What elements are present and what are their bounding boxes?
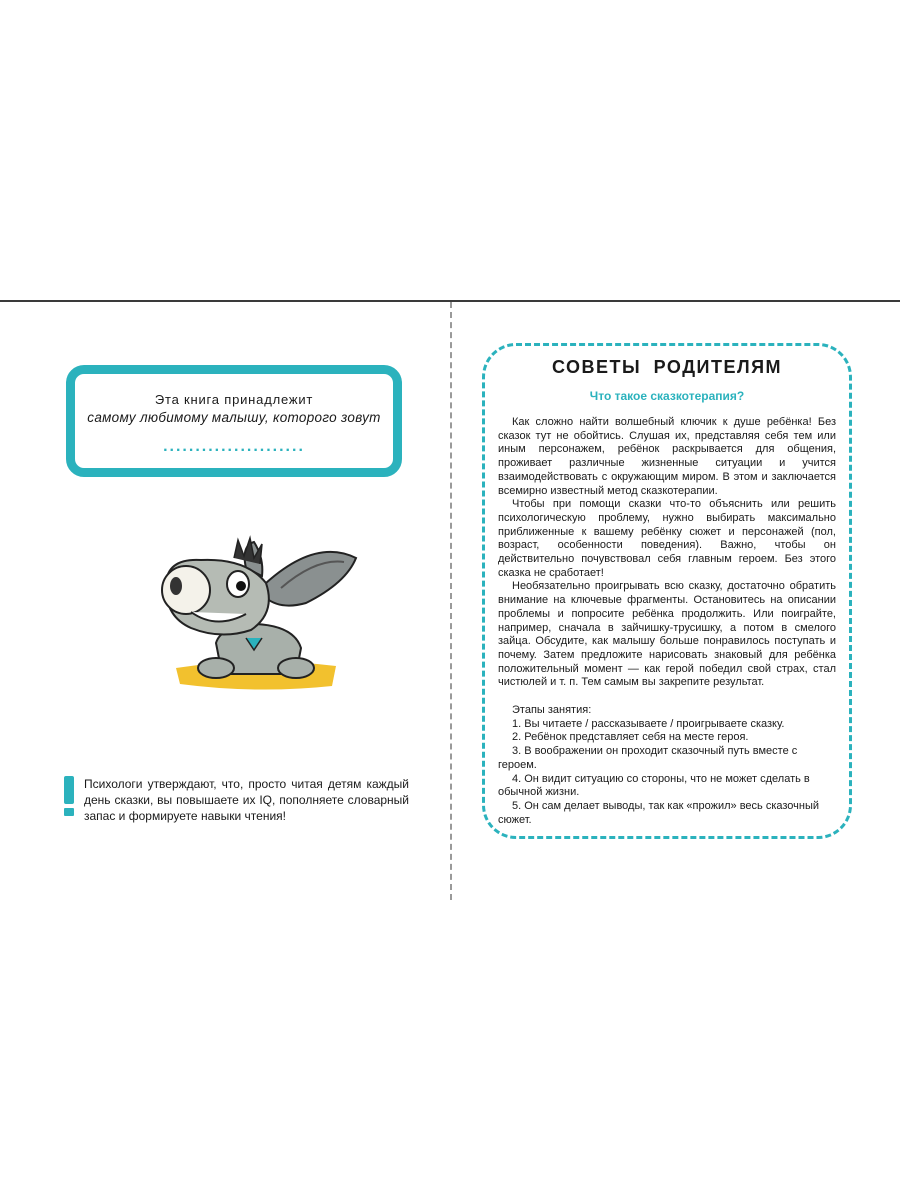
stage-item: 3. В воображении он проходит сказочный путь вместе с героем. bbox=[498, 745, 798, 771]
owner-box-line1: Эта книга принадлежит bbox=[154, 392, 314, 407]
owner-box-line2: самому любимому малышу, которого зовут bbox=[87, 410, 381, 425]
advice-body bbox=[498, 416, 836, 827]
advice-paragraph: Как сложно найти волшебный ключик к душе ребёнка! Без сказок тут не обойтись. Слушая их, представляя себя тем или иным персонажем, ребёнок раскрывается для общения, проживает различные жизненные ситуации и учится взаимодействовать с окружающим миром. В этом и заключается всемирно известный метод сказкотерапии. bbox=[498, 416, 836, 497]
advice-title: СОВЕТЫ РОДИТЕЛЯМ bbox=[551, 357, 783, 377]
advice-paragraph: Необязательно проигрывать всю сказку, достаточно обратить внимание на ключевые фрагменты. Остановитесь на описании проблемы и попросите ребёнка продолжить. Или поиграйте, например, сначала в зайчишку-трусишку, а потом в смелого зайца. Обсудите, как малышу больше понравилось поступать и почему. Затем предложите нарисовать знаковый для ребёнка положительный момент — как герой победил свой страх, стал чистюлей и т. п. Тем самым вы закрепите результат. bbox=[498, 580, 836, 689]
owner-name-dots: ...................... bbox=[163, 438, 305, 455]
page-gutter-divider bbox=[450, 302, 452, 900]
stage-item: 1. Вы читаете / рассказываете / проигрываете сказку. bbox=[512, 717, 785, 730]
stage-item: 4. Он видит ситуацию со стороны, что не может сделать в обычной жизни. bbox=[498, 772, 810, 799]
advice-subtitle: Что такое сказкотерапия? bbox=[589, 389, 745, 403]
exclamation-icon bbox=[63, 776, 75, 816]
owner-name-box bbox=[66, 365, 402, 477]
donkey-illustration bbox=[146, 528, 368, 698]
advice-paragraph: Чтобы при помощи сказки что-то объяснить или решить психологическую проблему, нужно выбирать максимально приближенные к вашему ребёнку сюжет и персонажей (пол, возраст, особенности поведения). Важно, чтобы он действительно почувствовал себя главным героем. Без этого сказка не сработает! bbox=[498, 498, 836, 579]
stage-item: 5. Он сам делает выводы, так как «прожил» весь сказочный сюжет. bbox=[498, 799, 820, 826]
reading-tip-text: Психологи утверждают, что, просто читая детям каждый день сказки, вы повышаете их IQ, пополняете словарный запас и формируете навыки чтения! bbox=[84, 777, 409, 823]
stages-heading: Этапы занятия: bbox=[512, 704, 592, 717]
stage-item: 2. Ребёнок представляет себя на месте героя. bbox=[512, 731, 749, 744]
stages-list bbox=[498, 704, 836, 827]
